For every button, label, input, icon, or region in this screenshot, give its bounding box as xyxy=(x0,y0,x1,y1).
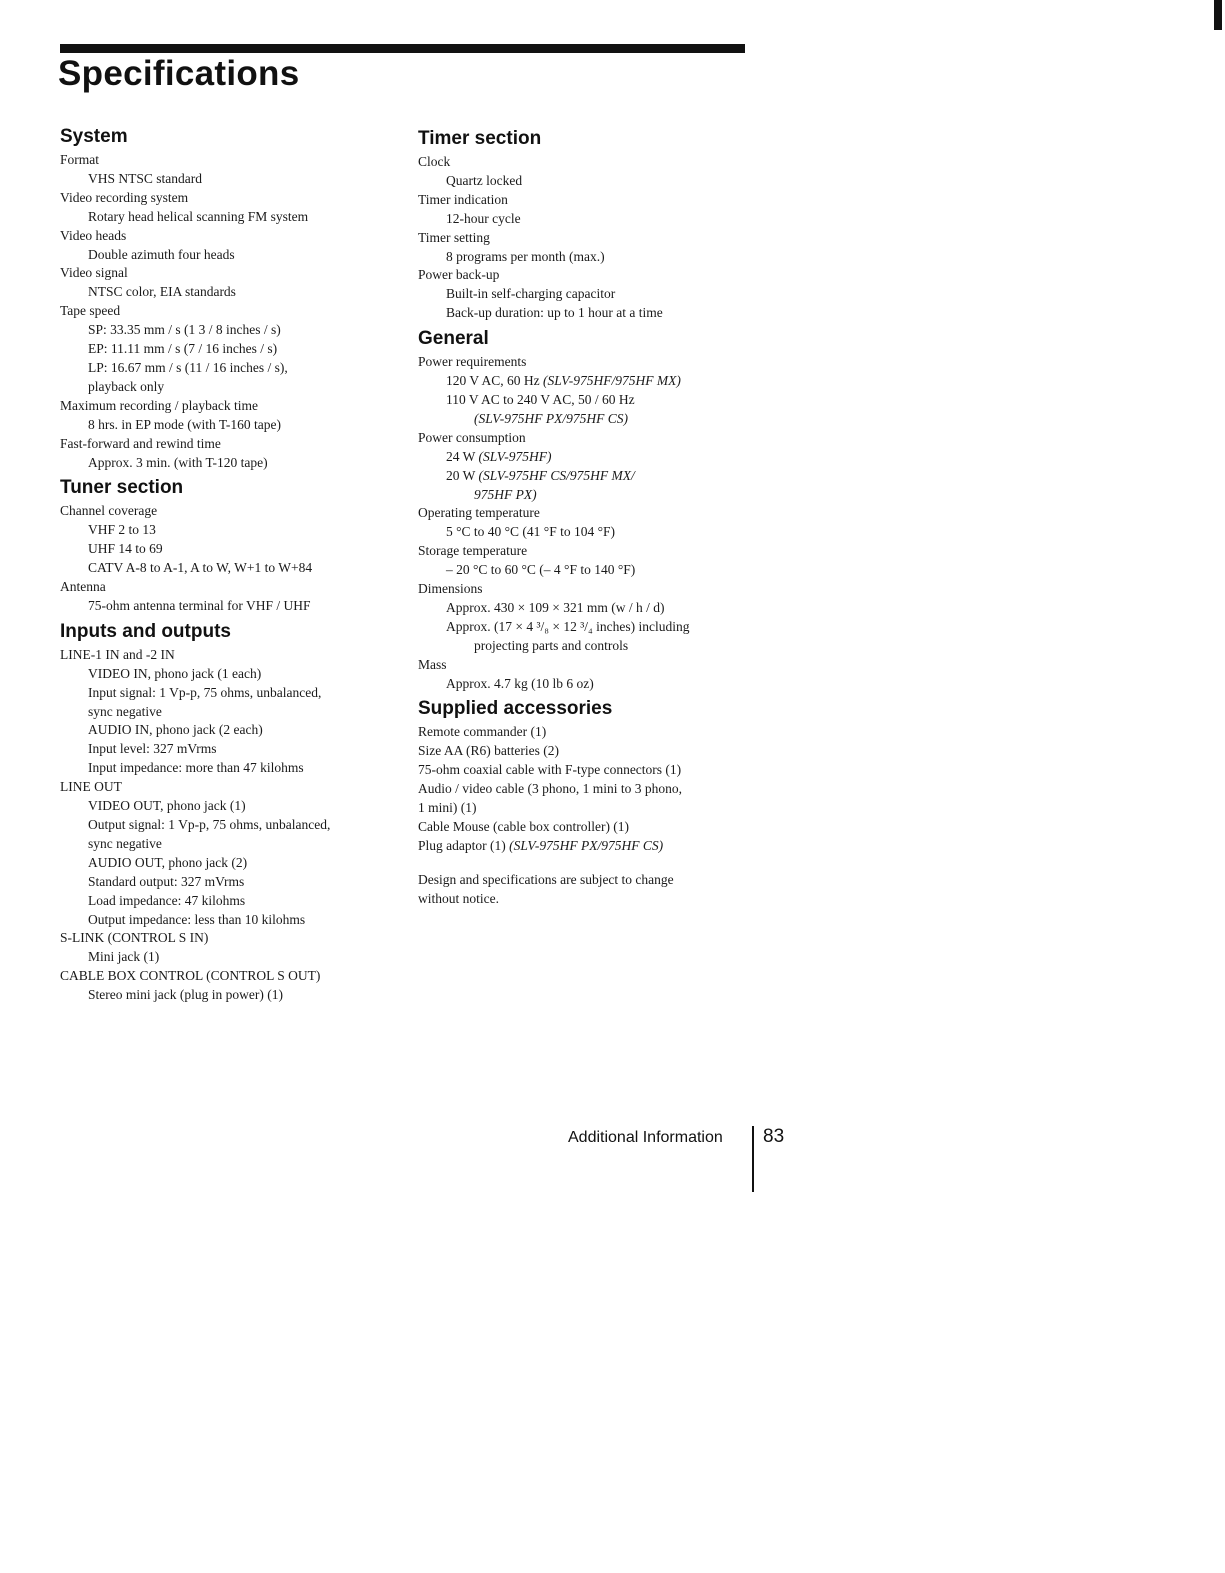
spec-value xyxy=(418,599,738,618)
spec-value xyxy=(418,285,738,304)
spec-text: Clock xyxy=(418,154,451,169)
spec-value xyxy=(60,740,390,759)
notice-line: Design and specifications are subject to change xyxy=(418,871,674,887)
spec-text: Dimensions xyxy=(418,581,483,597)
model-note: (SLV-975HF/975HF MX) xyxy=(543,373,681,389)
spec-value xyxy=(418,410,738,429)
section-heading: Supplied accessories xyxy=(418,698,613,720)
spec-value xyxy=(60,540,390,559)
spec-text: Rotary head helical scanning FM system xyxy=(88,208,309,224)
spec-label xyxy=(60,397,390,416)
section-heading: Tuner section xyxy=(60,477,184,499)
spec-value xyxy=(60,911,390,930)
spec-value xyxy=(418,391,738,410)
spec-label xyxy=(418,353,738,372)
model-note: (SLV-975HF) xyxy=(478,448,552,464)
spec-text: Standard output: 327 mVrms xyxy=(88,873,245,889)
spec-text: Cable Mouse (cable box controller) (1) xyxy=(418,819,630,834)
section-heading: Inputs and outputs xyxy=(60,620,231,642)
spec-value xyxy=(418,210,738,229)
model-note: 975HF PX) xyxy=(474,486,537,502)
spec-text: 75-ohm coaxial cable with F-type connectors (1) xyxy=(418,762,682,778)
spec-value xyxy=(418,561,738,580)
page-title: Specifications xyxy=(58,54,300,93)
spec-label xyxy=(60,578,390,597)
spec-text: Input level: 327 mVrms xyxy=(88,741,217,757)
spec-label xyxy=(418,837,738,856)
spec-value xyxy=(418,523,738,542)
spec-label xyxy=(418,580,738,599)
spec-value xyxy=(60,170,390,189)
spec-label xyxy=(60,967,390,986)
spec-text: SP: 33.35 mm / s (1 3 / 8 inches / s) xyxy=(88,322,281,338)
spec-value xyxy=(60,684,390,703)
spec-label xyxy=(60,646,390,665)
spec-text: Power requirements xyxy=(418,354,527,370)
spec-value xyxy=(60,835,390,854)
spec-value xyxy=(60,797,390,816)
spec-text: Antenna xyxy=(60,579,106,595)
spec-value xyxy=(60,416,390,435)
spec-value xyxy=(60,246,390,265)
spec-text: Approx. 4.7 kg (10 lb 6 oz) xyxy=(446,675,594,691)
section-tuner-section xyxy=(60,475,390,615)
spec-value xyxy=(418,637,738,656)
spec-text: AUDIO IN, phono jack (2 each) xyxy=(88,722,263,738)
spec-value xyxy=(60,340,390,359)
spec-text: 8 hrs. in EP mode (with T-160 tape) xyxy=(88,416,281,432)
spec-value xyxy=(418,304,738,323)
section-supplied-accessories xyxy=(418,696,738,855)
spec-text: 24 W xyxy=(446,448,479,464)
spec-value xyxy=(60,759,390,778)
section-heading: System xyxy=(60,126,128,147)
spec-label xyxy=(418,656,738,675)
spec-label xyxy=(60,502,390,521)
spec-text: Channel coverage xyxy=(60,503,158,519)
spec-value xyxy=(60,378,390,397)
spec-value xyxy=(60,986,390,1005)
spec-text: 8 programs per month (max.) xyxy=(446,248,605,264)
spec-label xyxy=(60,302,390,321)
spec-label xyxy=(418,780,738,799)
spec-text: Back-up duration: up to 1 hour at a time xyxy=(446,305,663,321)
notice-line: without notice. xyxy=(418,890,499,906)
spec-label xyxy=(418,818,738,837)
spec-label xyxy=(60,929,390,948)
section-general xyxy=(418,326,738,693)
spec-text: Size AA (R6) batteries (2) xyxy=(418,743,559,759)
section-inputs-and-outputs xyxy=(60,619,390,1005)
spec-label xyxy=(418,504,738,523)
spec-label xyxy=(418,229,738,248)
spec-text: Maximum recording / playback time xyxy=(60,397,258,413)
title-rule xyxy=(60,44,745,53)
footer-divider xyxy=(752,1126,754,1192)
spec-text: Built-in self-charging capacitor xyxy=(446,286,616,302)
spec-text: 120 V AC, 60 Hz xyxy=(446,373,544,389)
spec-value xyxy=(418,467,738,486)
section-timer-section xyxy=(418,126,738,323)
spec-label xyxy=(60,189,390,208)
spec-label xyxy=(418,761,738,780)
spec-text: LINE-1 IN and -2 IN xyxy=(60,646,175,662)
spec-value xyxy=(418,675,738,694)
section-heading: Timer section xyxy=(418,128,542,149)
section-heading: General xyxy=(418,328,489,350)
footer-section-label: Additional Information xyxy=(568,1129,723,1146)
spec-text: LINE OUT xyxy=(60,779,122,795)
spec-text: 1 mini) (1) xyxy=(418,800,477,816)
spec-text: EP: 11.11 mm / s (7 / 16 inches / s) xyxy=(88,341,278,357)
spec-value xyxy=(60,665,390,684)
spec-text: Power back-up xyxy=(418,267,500,283)
spec-text: AUDIO OUT, phono jack (2) xyxy=(88,854,248,870)
spec-text: Video signal xyxy=(60,265,128,281)
spec-text: 110 V AC to 240 V AC, 50 / 60 Hz xyxy=(446,391,635,407)
spec-text: Load impedance: 47 kilohms xyxy=(88,892,246,908)
model-note: (SLV-975HF CS/975HF MX/ xyxy=(478,467,635,483)
spec-value xyxy=(418,618,738,637)
left-column xyxy=(60,124,390,1008)
spec-text: Mini jack (1) xyxy=(88,949,160,965)
spec-value xyxy=(60,816,390,835)
spec-value xyxy=(60,892,390,911)
spec-value xyxy=(418,486,738,505)
spec-text: LP: 16.67 mm / s (11 / 16 inches / s), xyxy=(88,359,288,375)
spec-text: Timer setting xyxy=(418,229,490,245)
spec-text: Output signal: 1 Vp-p, 75 ohms, unbalanced, xyxy=(88,817,331,832)
spec-text: playback only xyxy=(88,378,165,394)
spec-text: S-LINK (CONTROL S IN) xyxy=(60,930,209,946)
spec-text: VIDEO OUT, phono jack (1) xyxy=(88,798,246,814)
spec-text: 20 W xyxy=(446,467,479,483)
spec-value xyxy=(418,372,738,391)
spec-text: – 20 °C to 60 °C (– 4 °F to 140 °F) xyxy=(446,562,636,578)
page-edge-mark xyxy=(1214,0,1222,30)
spec-value xyxy=(418,172,738,191)
spec-text: projecting parts and controls xyxy=(474,637,629,653)
spec-text: Output impedance: less than 10 kilohms xyxy=(88,911,306,927)
spec-label xyxy=(418,266,738,285)
model-note: (SLV-975HF PX/975HF CS) xyxy=(474,410,628,426)
model-note: (SLV-975HF PX/975HF CS) xyxy=(509,837,664,853)
spec-label xyxy=(60,778,390,797)
spec-text: 5 °C to 40 °C (41 °F to 104 °F) xyxy=(446,524,615,540)
spec-text: Approx. 430 × 109 × 321 mm (w / h / d) xyxy=(446,599,665,615)
spec-value xyxy=(60,321,390,340)
spec-text: Approx. 3 min. (with T-120 tape) xyxy=(88,454,268,470)
spec-label xyxy=(60,435,390,454)
spec-text: sync negative xyxy=(88,703,162,719)
spec-value xyxy=(60,948,390,967)
spec-value xyxy=(60,721,390,740)
spec-text: VHF 2 to 13 xyxy=(88,522,156,538)
spec-text: NTSC color, EIA standards xyxy=(88,284,236,300)
spec-value xyxy=(60,454,390,473)
spec-text: Input signal: 1 Vp-p, 75 ohms, unbalanced, xyxy=(88,684,322,700)
spec-value xyxy=(60,597,390,616)
spec-value xyxy=(60,359,390,378)
spec-text: sync negative xyxy=(88,835,162,851)
spec-label xyxy=(418,191,738,210)
right-column xyxy=(418,126,738,909)
spec-text: VIDEO IN, phono jack (1 each) xyxy=(88,665,262,681)
spec-label xyxy=(60,227,390,246)
spec-label xyxy=(60,151,390,170)
spec-text: CATV A-8 to A-1, A to W, W+1 to W+84 xyxy=(88,560,313,576)
spec-text: Remote commander (1) xyxy=(418,724,547,740)
spec-value xyxy=(60,283,390,302)
spec-value xyxy=(60,521,390,540)
spec-text: Tape speed xyxy=(60,303,121,319)
spec-text: Fast-forward and rewind time xyxy=(60,435,221,451)
spec-value xyxy=(60,208,390,227)
spec-text: 12-hour cycle xyxy=(446,210,521,226)
spec-text: Video recording system xyxy=(60,189,189,205)
spec-value xyxy=(60,703,390,722)
spec-text: Storage temperature xyxy=(418,543,528,559)
spec-text: CABLE BOX CONTROL (CONTROL S OUT) xyxy=(60,968,321,984)
spec-value xyxy=(60,559,390,578)
spec-text: Timer indication xyxy=(418,191,508,207)
spec-label xyxy=(60,264,390,283)
spec-label xyxy=(418,429,738,448)
spec-label xyxy=(418,742,738,761)
spec-text: Format xyxy=(60,152,99,167)
spec-label xyxy=(418,723,738,742)
spec-text: Video heads xyxy=(60,227,127,243)
spec-text: Input impedance: more than 47 kilohms xyxy=(88,760,304,776)
change-notice xyxy=(418,871,738,909)
spec-text: Quartz locked xyxy=(446,172,523,188)
spec-value xyxy=(60,854,390,873)
spec-label xyxy=(418,153,738,172)
spec-value xyxy=(418,448,738,467)
spec-text: Plug adaptor (1) xyxy=(418,837,510,853)
spec-value xyxy=(418,248,738,267)
spec-text: Operating temperature xyxy=(418,505,540,521)
page-number: 83 xyxy=(763,1126,785,1147)
spec-text: UHF 14 to 69 xyxy=(88,541,163,557)
spec-text: Approx. (17 × 4 ³/₈ × 12 ³/₄ inches) including xyxy=(446,618,690,634)
spec-label xyxy=(418,799,738,818)
spec-text: 75-ohm antenna terminal for VHF / UHF xyxy=(88,597,311,613)
spec-text: Double azimuth four heads xyxy=(88,246,235,262)
spec-text: VHS NTSC standard xyxy=(88,170,202,186)
spec-value xyxy=(60,873,390,892)
spec-text: Mass xyxy=(418,656,447,672)
spec-label xyxy=(418,542,738,561)
spec-text: Audio / video cable (3 phono, 1 mini to 3 phono, xyxy=(418,781,682,797)
spec-text: Power consumption xyxy=(418,429,526,445)
spec-text: Stereo mini jack (plug in power) (1) xyxy=(88,987,283,1003)
section-system xyxy=(60,124,390,472)
